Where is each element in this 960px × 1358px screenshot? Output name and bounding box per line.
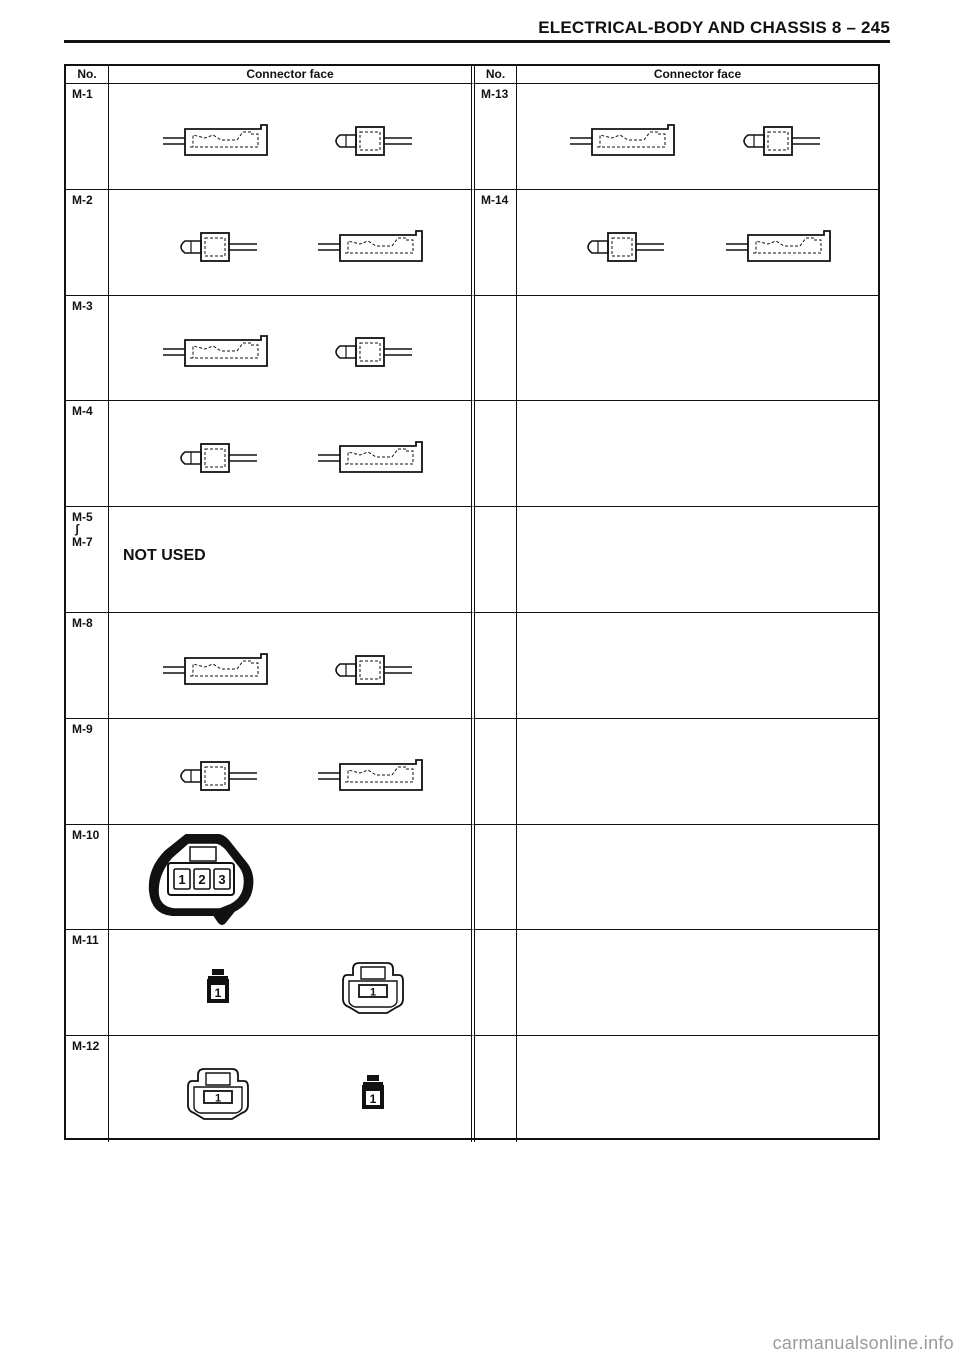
row-number-cell (475, 401, 517, 507)
connector-face-cell (517, 825, 878, 931)
row-number-cell (66, 84, 109, 190)
male-bullet-connector-icon (328, 650, 418, 690)
pin-label: 1 (369, 1092, 377, 1107)
row-number-cell (475, 507, 517, 613)
row-number-cell (475, 190, 517, 296)
pin-label: 2 (198, 872, 206, 888)
column-header-no-right: No. (475, 66, 517, 84)
connector-face-cell (517, 296, 878, 402)
connector-face-cell (109, 825, 475, 931)
row-number: M-8 (72, 616, 93, 630)
one-pin-small-connector-icon (203, 967, 233, 1007)
row-number-range-start: M-5 (72, 510, 93, 525)
row-number: M-3 (72, 298, 93, 313)
row-number-cell (66, 930, 109, 1036)
one-pin-small-connector-icon (358, 1073, 388, 1113)
page-title: ELECTRICAL-BODY AND CHASSIS 8 – 245 (538, 18, 890, 37)
female-flat-connector-icon (163, 121, 273, 161)
one-pin-housing-connector-icon (186, 1063, 250, 1123)
row-number-cell (475, 825, 517, 931)
column-header-no-left: No. (66, 66, 109, 84)
male-bullet-connector-icon (736, 121, 826, 161)
pin-label: 1 (178, 872, 186, 888)
male-bullet-connector-icon (328, 332, 418, 372)
row-number-cell (66, 1036, 109, 1142)
row-number-cell (66, 401, 109, 507)
watermark: carmanualsonline.info (772, 1333, 954, 1353)
row-number: M-1 (72, 87, 93, 101)
connector-face-cell (109, 190, 475, 296)
connector-face-cell (109, 1036, 475, 1142)
row-number-cell (66, 825, 109, 931)
connector-face-cell (517, 84, 878, 190)
male-bullet-connector-icon (173, 227, 263, 267)
row-number-cell (66, 613, 109, 719)
connector-face-cell (517, 719, 878, 825)
connector-face-cell (109, 930, 475, 1036)
row-number: M-13 (481, 87, 509, 101)
row-number: M-4 (72, 404, 93, 419)
pin-label: 1 (214, 986, 221, 1001)
row-number-range-end: M-7 (72, 535, 93, 550)
female-flat-connector-icon (318, 756, 428, 796)
female-flat-connector-icon (570, 121, 680, 161)
column-header-face-left: Connector face (109, 66, 475, 84)
female-flat-connector-icon (163, 332, 273, 372)
male-bullet-connector-icon (580, 227, 670, 267)
row-number: M-11 (72, 933, 99, 948)
not-used-note: NOT USED (123, 547, 206, 565)
connector-face-cell (517, 930, 878, 1036)
connector-face-cell (109, 719, 475, 825)
row-number: M-10 (72, 827, 100, 842)
connector-face-cell (517, 1036, 878, 1142)
page-header (64, 14, 890, 44)
pin-label: 1 (370, 986, 377, 999)
row-number-cell (66, 296, 109, 402)
row-number-cell (475, 719, 517, 825)
three-pin-connector-icon (146, 829, 256, 929)
male-bullet-connector-icon (173, 756, 263, 796)
column-header-face-right: Connector face (517, 66, 878, 84)
male-bullet-connector-icon (328, 121, 418, 161)
connector-table (64, 64, 880, 1140)
row-number: M-9 (72, 721, 93, 736)
row-number: M-12 (72, 1039, 100, 1054)
female-flat-connector-icon (163, 650, 273, 690)
row-number-range-separator: ʃ (75, 522, 79, 537)
row-number-cell (66, 507, 109, 613)
connector-face-cell (109, 613, 475, 719)
row-number-cell (475, 930, 517, 1036)
connector-face-cell (517, 613, 878, 719)
one-pin-housing-connector-icon (341, 957, 405, 1017)
connector-face-cell (517, 190, 878, 296)
row-number: M-14 (481, 192, 509, 207)
female-flat-connector-icon (726, 227, 836, 267)
row-number-cell (475, 1036, 517, 1142)
connector-face-cell (517, 507, 878, 613)
row-number-cell (475, 296, 517, 402)
row-number-cell (475, 613, 517, 719)
connector-face-cell (109, 507, 475, 613)
row-number-cell (66, 719, 109, 825)
connector-face-cell (517, 401, 878, 507)
connector-face-cell (109, 401, 475, 507)
connector-face-cell (109, 296, 475, 402)
male-bullet-connector-icon (173, 438, 263, 478)
header-rule (64, 40, 890, 43)
row-number-cell (475, 84, 517, 190)
row-number: M-2 (72, 192, 93, 207)
pin-label: 3 (218, 872, 226, 888)
connector-face-cell (109, 84, 475, 190)
female-flat-connector-icon (318, 438, 428, 478)
female-flat-connector-icon (318, 227, 428, 267)
pin-label: 1 (214, 1092, 221, 1105)
row-number-cell (66, 190, 109, 296)
